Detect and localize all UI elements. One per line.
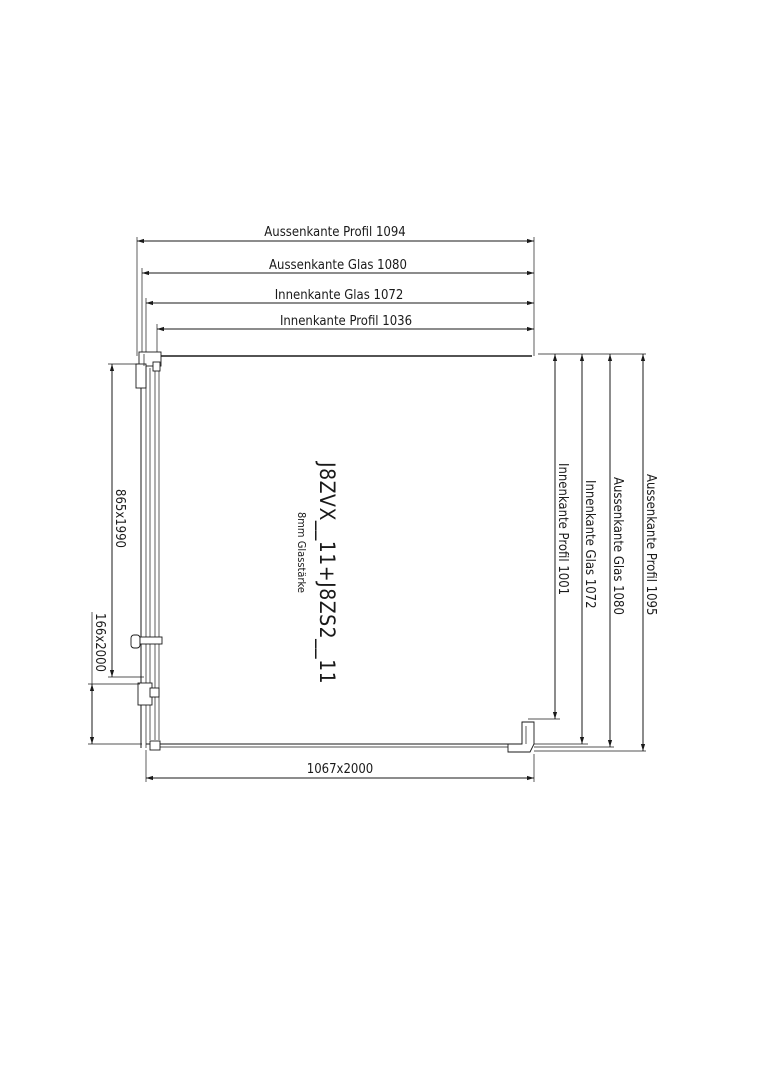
label-innenkante-glas-top: Innenkante Glas 1072: [274, 288, 404, 303]
label-upper-panel: 865x1990: [112, 489, 127, 548]
bottom-left-foot: [150, 741, 160, 750]
top-dimensions: [137, 225, 534, 356]
label-aussenkante-glas-right: Aussenkante Glas 1080: [610, 477, 625, 615]
label-innenkante-glas-right: Innenkante Glas 1072: [582, 480, 597, 609]
top-left-hinge: [136, 364, 146, 388]
label-bottom: 1067x2000: [306, 762, 374, 777]
label-innenkante-profil-top: Innenkante Profil 1036: [279, 314, 413, 329]
bottom-dimension: [146, 750, 534, 782]
model-code: J8ZVX__11+J8ZS2__11: [315, 462, 339, 685]
glass-thickness-note: 8mm Glasstärke: [295, 512, 308, 593]
label-aussenkante-profil-top: Aussenkante Profil 1094: [264, 225, 406, 240]
bottom-right-corner-bracket: [508, 722, 534, 752]
label-aussenkante-glas-top: Aussenkante Glas 1080: [269, 258, 407, 273]
label-lower-panel: 166x2000: [92, 613, 107, 672]
middle-handle-knob: [131, 635, 140, 648]
center-labels: [295, 461, 339, 684]
label-innenkante-profil-right: Innenkante Profil 1001: [555, 463, 570, 596]
right-dimensions: [528, 354, 658, 751]
label-aussenkante-profil-right: Aussenkante Profil 1095: [643, 474, 658, 616]
left-dimensions: [88, 364, 144, 744]
lower-hinge-clamp: [150, 688, 159, 697]
middle-hinge: [140, 637, 162, 644]
